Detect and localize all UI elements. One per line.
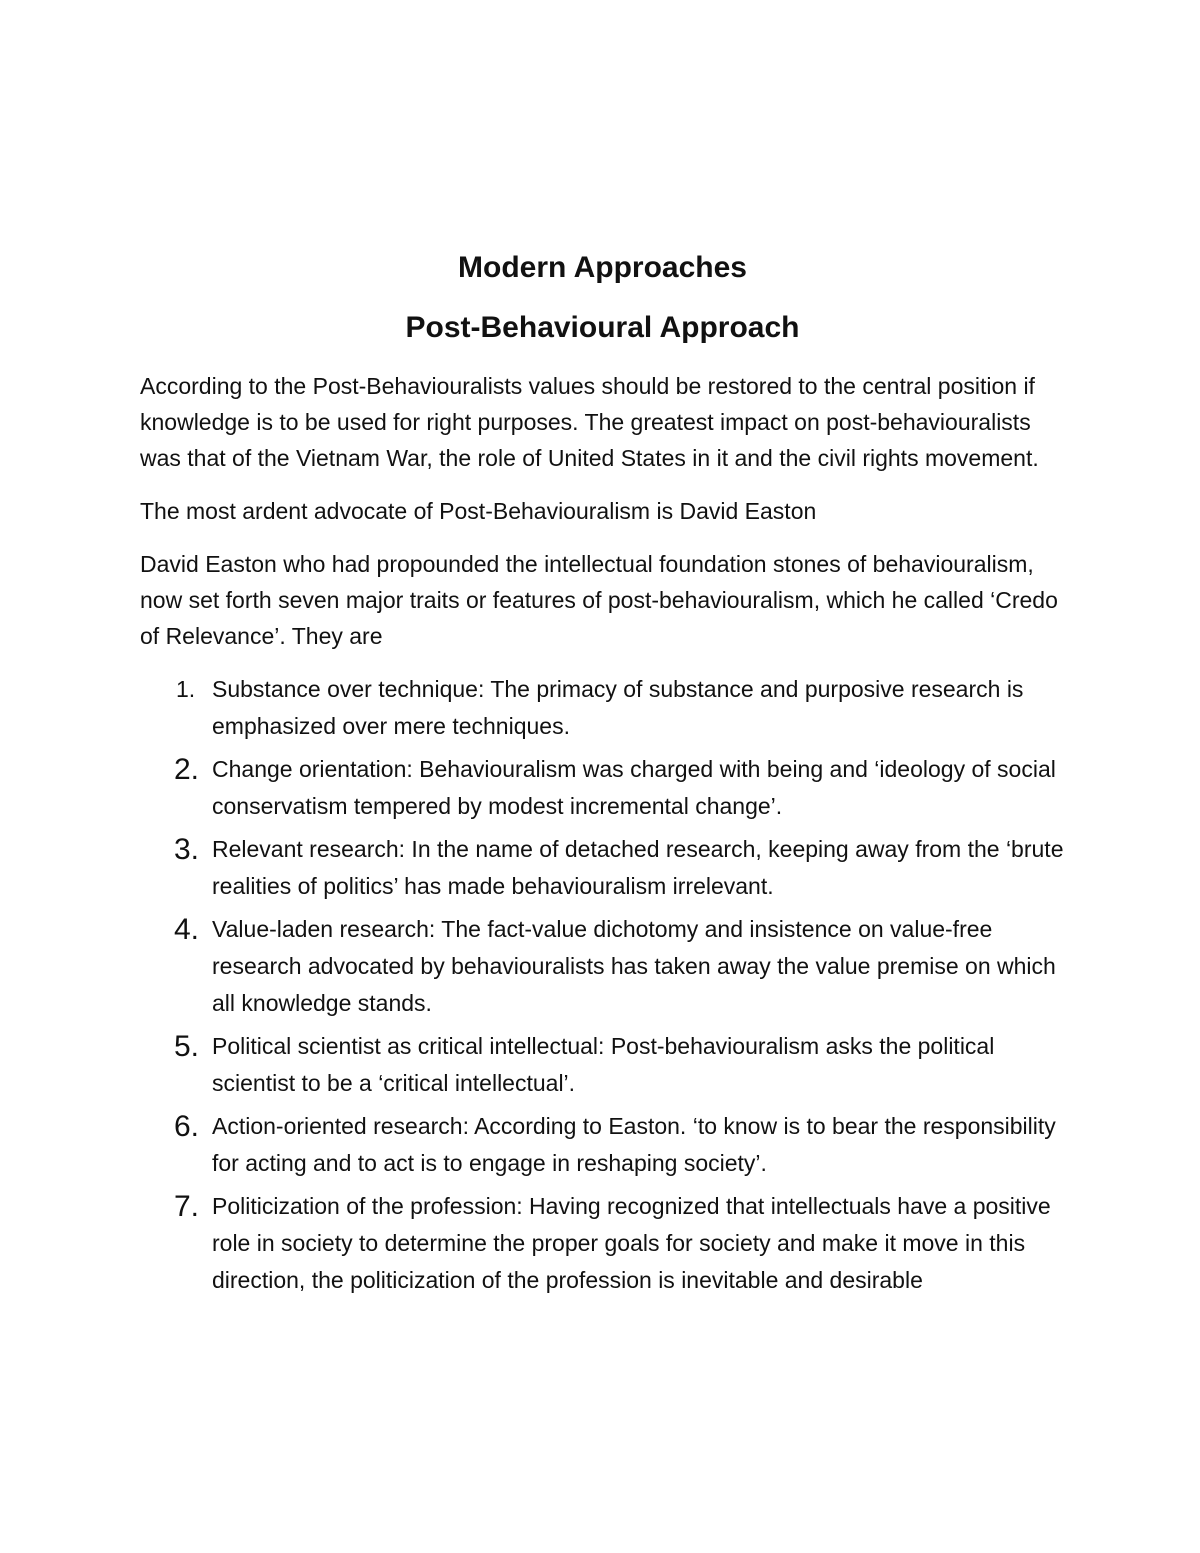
list-item-text: Value-laden research: The fact-value dichotomy and insistence on value-free research advocated by behaviouralists has taken away the value premise on which all knowledge stands. bbox=[212, 916, 1056, 1016]
list-item bbox=[140, 831, 1065, 905]
document-title: Modern Approaches bbox=[458, 251, 747, 284]
advocate-paragraph: The most ardent advocate of Post-Behaviouralism is David Easton bbox=[140, 498, 817, 524]
document-subtitle: Post-Behavioural Approach bbox=[405, 311, 800, 344]
list-number: 1. bbox=[176, 676, 196, 702]
list-item-text: Substance over technique: The primacy of substance and purposive research is emphasized over mere techniques. bbox=[212, 676, 1024, 739]
list-item bbox=[140, 1028, 1065, 1102]
list-number: 3. bbox=[174, 833, 200, 866]
list-number: 4. bbox=[174, 913, 200, 946]
list-item-text: Relevant research: In the name of detached research, keeping away from the ‘brute realities of politics’ has made behaviouralism irrelevant. bbox=[212, 836, 1064, 899]
list-item-text: Political scientist as critical intellectual: Post-behaviouralism asks the political scientist to be a ‘critical intellectual’. bbox=[212, 1033, 995, 1096]
list-item-text: Change orientation: Behaviouralism was charged with being and ‘ideology of social conservatism tempered by modest incremental change’. bbox=[212, 756, 1056, 819]
document-content bbox=[140, 248, 1065, 1305]
list-number: 2. bbox=[174, 753, 200, 786]
list-number: 7. bbox=[174, 1190, 200, 1223]
list-item-text: Action-oriented research: According to Easton. ‘to know is to bear the responsibility for acting and to act is to engage in reshaping society’. bbox=[212, 1113, 1056, 1176]
list-item bbox=[140, 671, 1065, 745]
list-item bbox=[140, 1108, 1065, 1182]
traits-list bbox=[140, 671, 1065, 1299]
list-item bbox=[140, 751, 1065, 825]
list-number: 6. bbox=[174, 1110, 200, 1143]
intro-paragraph: According to the Post-Behaviouralists values should be restored to the central position if knowledge is to be used for right purposes. The greatest impact on post-behaviouralists was that of the Vietnam War, the role of United States in it and the civil rights movement. bbox=[140, 373, 1039, 471]
credo-paragraph: David Easton who had propounded the intellectual foundation stones of behaviouralism, now set forth seven major traits or features of post-behaviouralism, which he called ‘Credo of Relevance’. They are bbox=[140, 551, 1058, 649]
list-item bbox=[140, 1188, 1065, 1299]
list-item bbox=[140, 911, 1065, 1022]
list-item-text: Politicization of the profession: Having recognized that intellectuals have a positive role in society to determine the proper goals for society and make it move in this direction, the politicization of the profession is inevitable and desirable bbox=[212, 1193, 1051, 1293]
list-number: 5. bbox=[174, 1030, 200, 1063]
